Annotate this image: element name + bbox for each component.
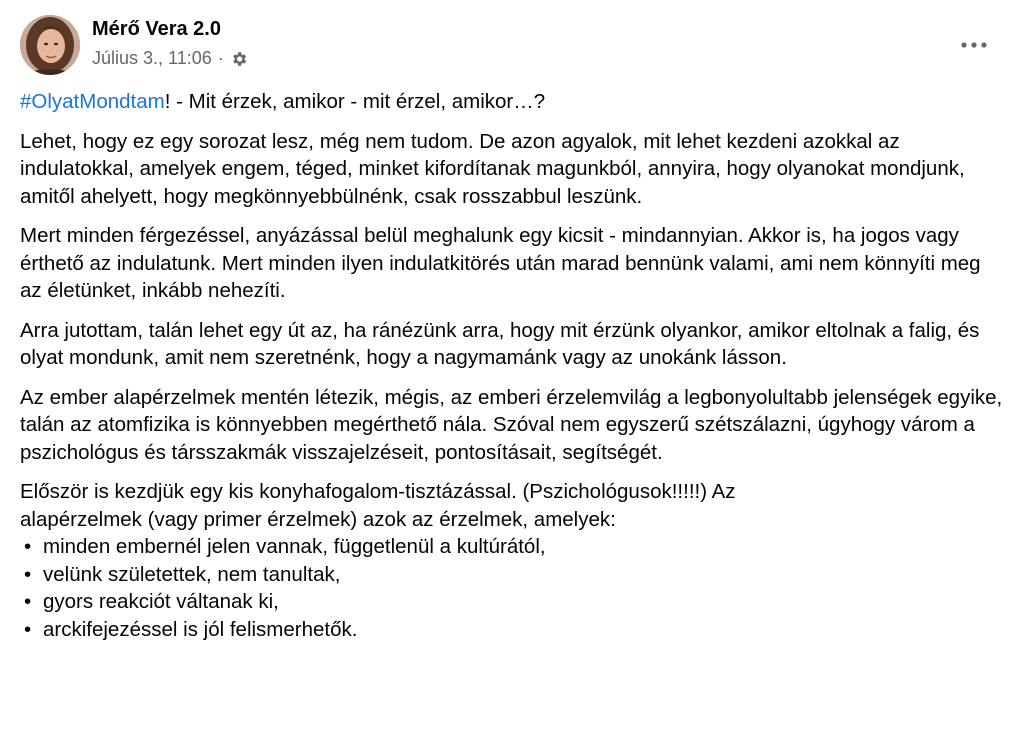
- hashtag-link[interactable]: #OlyatMondtam: [20, 90, 165, 113]
- post-content: [20, 88, 1006, 643]
- post-title-text: ! - Mit érzek, amikor - mit érzel, amikor…?: [164, 90, 546, 113]
- post-paragraph: Az ember alapérzelmek mentén létezik, mégis, az emberi érzelemvilág a legbonyolultabb jelenségek egyike, talán az atomfizika is könnyebben megérthető nála. Szóval nem egyszerű szétszálazni, úgyhogy várom a pszichológus és társszakmák visszajelzéseit, pontosításait, segítségét.: [20, 385, 1003, 464]
- post-timestamp[interactable]: Július 3., 11:06: [92, 48, 212, 68]
- more-options-icon: [960, 41, 988, 49]
- post-header: [20, 15, 1004, 77]
- author-avatar[interactable]: [20, 15, 80, 75]
- gear-icon[interactable]: [230, 50, 248, 68]
- post-meta: [92, 48, 248, 69]
- bullet-item: • arckifejezéssel is jól felismerhetők.: [20, 616, 1006, 644]
- post-paragraph: Lehet, hogy ez egy sorozat lesz, még nem tudom. De azon agyalok, mit lehet kezdeni azokkal az indulatokkal, amelyek engem, téged, minket kifordítanak magunkból, annyira, hogy olyanokat mondjunk, amitől ahelyett, hogy megkönnyebbülnénk, csak rosszabbul leszünk.: [20, 129, 965, 208]
- post-title-line: [20, 88, 1006, 116]
- post-paragraph: Mert minden férgezéssel, anyázással belül meghalunk egy kicsit - mindannyian. Akkor is, ha jogos vagy érthető az indulatunk. Mert minden ilyen indulatkitörés után marad bennünk valami, ami nem könnyíti meg az életünket, inkább nehezíti.: [20, 224, 981, 302]
- bullet-item: • minden embernél jelen vannak, függetlenül a kultúrától,: [20, 533, 1006, 561]
- post-paragraph: Arra jutottam, talán lehet egy út az, ha ránézünk arra, hogy mit érzünk olyankor, amikor eltolnak a falig, és olyat mondunk, amit nem szeretnénk, hogy a nagymamánk vagy az unokánk lásson.: [20, 318, 980, 369]
- intro-line: alapérzelmek (vagy primer érzelmek) azok az érzelmek, amelyek:: [20, 507, 616, 531]
- meta-separator: ·: [217, 48, 224, 68]
- author-name[interactable]: Mérő Vera 2.0: [92, 18, 221, 40]
- bullet-item: • gyors reakciót váltanak ki,: [20, 588, 1006, 616]
- bullet-list: [20, 533, 1006, 643]
- avatar-image: [20, 15, 80, 75]
- bullet-item: • velünk születettek, nem tanultak,: [20, 561, 1006, 589]
- intro-line: Először is kezdjük egy kis konyhafogalom-tisztázással. (Pszichológusok!!!!!) Az: [20, 480, 736, 503]
- more-options-button[interactable]: [956, 33, 992, 57]
